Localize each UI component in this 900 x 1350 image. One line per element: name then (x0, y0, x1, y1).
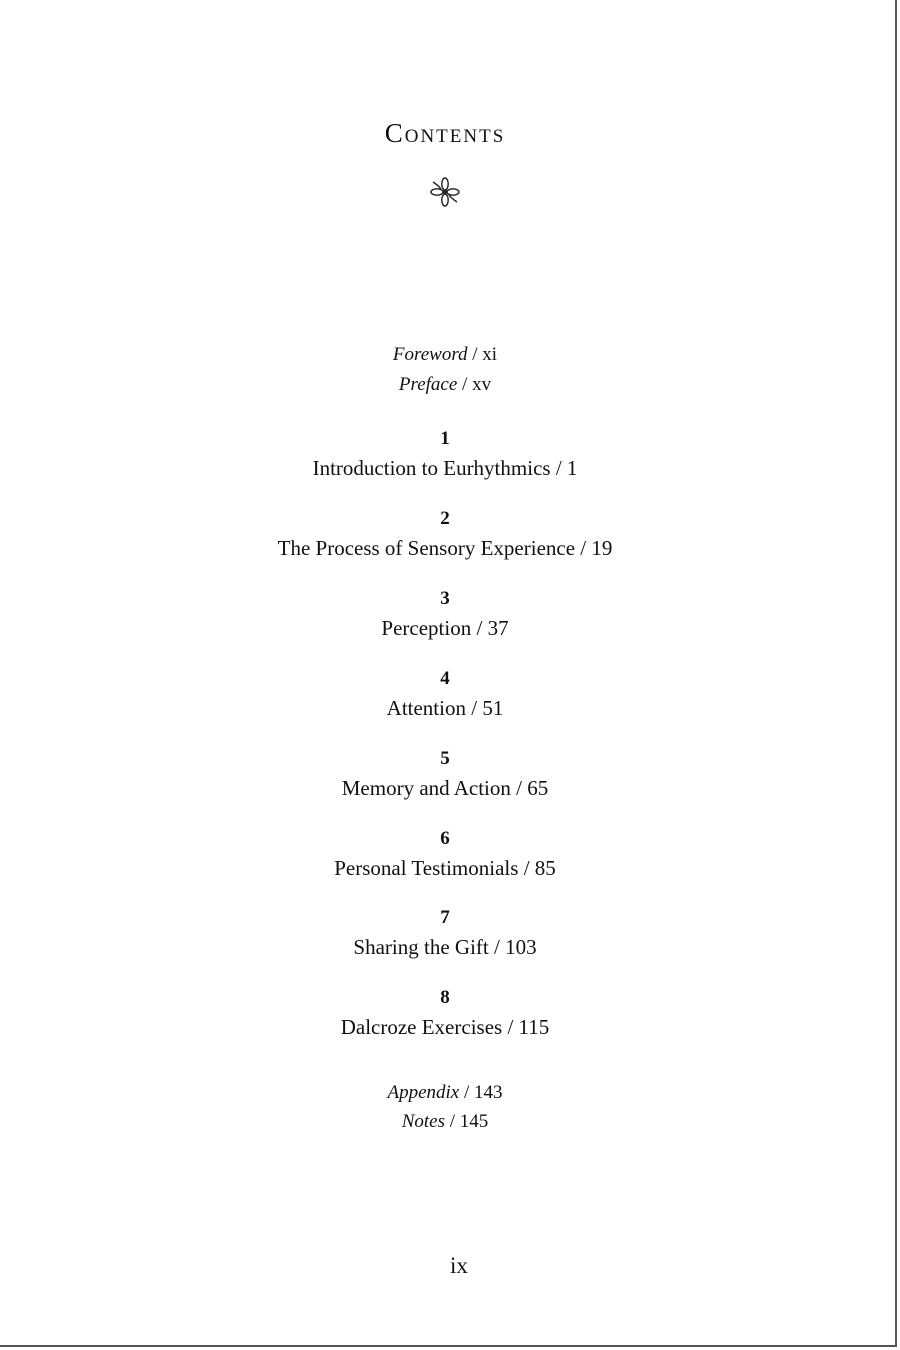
toc-page: 19 (591, 536, 613, 560)
chapter-title: Attention (386, 696, 466, 720)
chapter-title: Memory and Action (341, 776, 511, 800)
chapter-title: Introduction to Eurhythmics (312, 456, 551, 480)
chapter-title: Sharing the Gift (353, 935, 489, 959)
toc-page: 85 (534, 856, 556, 880)
toc-label: Foreword (392, 344, 468, 365)
toc-entry-chapter-7 (0, 935, 890, 960)
toc-separator: / (488, 935, 506, 959)
toc-entry-chapter-3 (0, 616, 890, 641)
toc-entry-notes (0, 1111, 890, 1133)
toc-entry-appendix (0, 1082, 890, 1104)
toc-page: 1 (566, 456, 578, 480)
toc-page: xi (482, 344, 498, 365)
toc-separator: / (502, 1015, 519, 1039)
toc-separator: / (510, 776, 528, 800)
toc-separator: / (467, 344, 483, 365)
toc-page: 65 (527, 776, 549, 800)
toc-entry-foreword (0, 344, 890, 366)
toc-entry-chapter-4 (0, 696, 890, 721)
chapter-number: 8 (440, 987, 450, 1008)
chapter-number: 7 (440, 907, 450, 928)
toc-separator: / (550, 456, 567, 480)
toc-entry-chapter-6 (0, 856, 890, 881)
fleuron-icon (427, 174, 463, 210)
chapter-title: The Process of Sensory Experience (277, 536, 576, 560)
chapter-title: Dalcroze Exercises (340, 1015, 503, 1039)
toc-entry-chapter-5 (0, 776, 890, 801)
page-title: Contents (384, 118, 506, 148)
toc-page: 143 (474, 1082, 503, 1103)
chapter-number: 1 (440, 428, 450, 449)
toc-label: Appendix (387, 1082, 460, 1103)
toc-entry-chapter-8 (0, 1015, 890, 1040)
toc-separator: / (457, 374, 473, 395)
toc-separator: / (445, 1111, 460, 1132)
chapter-number: 4 (440, 668, 450, 689)
toc-separator: / (465, 696, 483, 720)
toc-label: Preface (398, 374, 458, 395)
toc-label: Notes (401, 1111, 445, 1132)
toc-page: xv (472, 374, 492, 395)
chapter-number: 3 (440, 588, 450, 609)
toc-entry-chapter-2 (0, 536, 890, 561)
chapter-number: 5 (440, 748, 450, 769)
toc-separator: / (518, 856, 535, 880)
toc-entry-chapter-1 (0, 456, 890, 481)
toc-page: 51 (482, 696, 504, 720)
toc-page: 37 (487, 616, 509, 640)
toc-separator: / (471, 616, 488, 640)
chapter-title: Personal Testimonials (334, 856, 519, 880)
toc-page: 145 (459, 1111, 489, 1132)
toc-page: 103 (505, 935, 537, 959)
toc-page: 115 (518, 1015, 550, 1039)
toc-separator: / (575, 536, 592, 560)
chapter-number: 2 (440, 508, 450, 529)
toc-separator: / (459, 1082, 475, 1103)
page-number: ix (450, 1253, 468, 1278)
chapter-title: Perception (381, 616, 472, 640)
toc-entry-preface (0, 374, 890, 396)
chapter-number: 6 (440, 828, 450, 849)
